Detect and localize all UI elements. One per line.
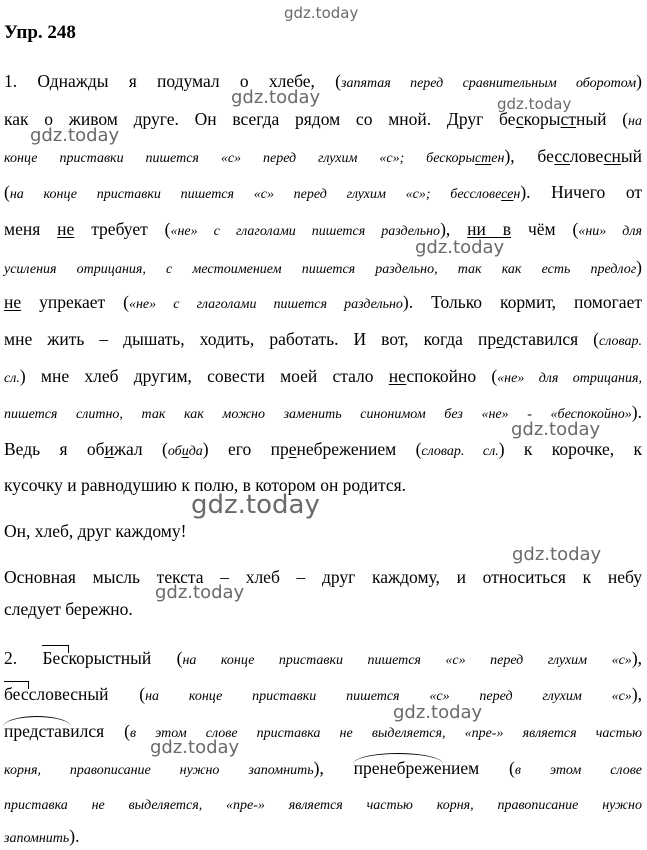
- watermark: gdz.today: [284, 4, 359, 22]
- text-line: Основная мысль текста – хлеб – друг каждому, и относиться к небу: [4, 567, 642, 587]
- text-line: Он, хлеб, друг каждому!: [4, 521, 187, 541]
- watermark: gdz.today: [511, 419, 601, 440]
- text-line: 2. Бескорыстный (на конце приставки пишется «с» перед глухим «с»),: [4, 648, 643, 668]
- text-line: как о живом друге. Он всегда рядом со мной. Друг бескорыстный (на: [4, 109, 642, 129]
- text-line: Ведь я обижал (обида) его пренебрежением (словар. сл.) к корочке, к: [4, 439, 643, 459]
- text-line: кусочку и равнодушию к полю, в котором он родится.: [4, 475, 407, 495]
- text-line: не упрекает («не» с глаголами пишется раздельно). Только кормит, помогает: [4, 292, 642, 312]
- text-line: следует бережно.: [4, 599, 133, 619]
- watermark: gdz.today: [512, 544, 602, 565]
- text-line: сл.) мне хлеб другим, совести моей стало неспокойно («не» для отрицания,: [4, 366, 643, 386]
- text-line: пишется слитно, так как можно заменить синонимом без «не» - «беспокойно»).: [4, 402, 642, 422]
- text-line: (на конце приставки пишется «с» перед глухим «с»; бессловесен). Ничего от: [4, 182, 642, 202]
- text-line: корня, правописание нужно запомнить), пренебрежением (в этом слове: [4, 758, 643, 778]
- watermark: gdz.today: [231, 87, 321, 108]
- text-line: меня не требует («не» с глаголами пишется раздельно), ни в чём («ни» для: [4, 219, 642, 239]
- text-line: мне жить – дышать, ходить, работать. И вот, когда представился (словар.: [4, 329, 642, 349]
- text-line: бессловесный (на конце приставки пишется «с» перед глухим «с»),: [4, 684, 643, 704]
- text-line: представился (в этом слове приставка не выделяется, «пре-» является частью: [4, 721, 642, 741]
- watermark: gdz.today: [30, 125, 120, 146]
- text-line: запомнить).: [4, 826, 80, 846]
- text-line: усиления отрицания, с местоимением пишется раздельно, так как есть предлог): [4, 257, 642, 277]
- watermark: gdz.today: [393, 702, 483, 723]
- exercise-title: Упр. 248: [4, 22, 76, 43]
- watermark: gdz.today: [415, 237, 505, 258]
- watermark: gdz.today: [497, 95, 572, 113]
- text-line: приставка не выделяется, «пре-» является частью корня, правописание нужно: [4, 798, 642, 813]
- watermark: gdz.today: [150, 737, 240, 758]
- text-line: конце приставки пишется «с» перед глухим «с»; бескорыстен), бессловесный: [4, 146, 642, 166]
- text-line: 1. Однажды я подумал о хлебе, (запятая перед сравнительным оборотом): [4, 71, 642, 91]
- watermark: gdz.today: [191, 490, 320, 520]
- watermark: gdz.today: [155, 582, 245, 603]
